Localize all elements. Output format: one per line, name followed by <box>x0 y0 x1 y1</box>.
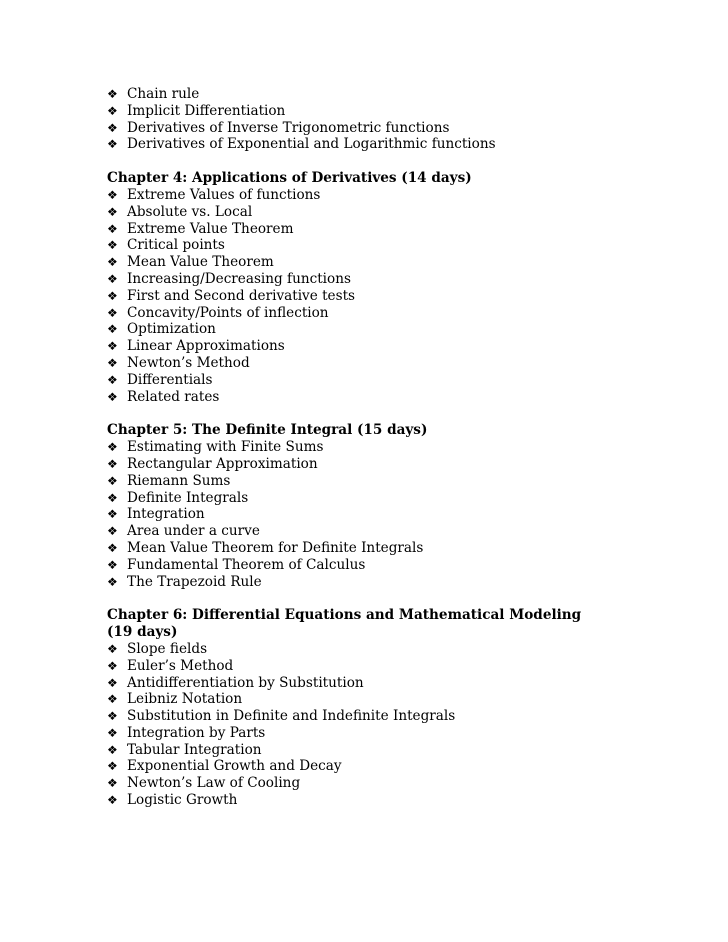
diamond-bullet-icon: ❖ <box>107 87 118 101</box>
diamond-bullet-icon: ❖ <box>107 355 118 370</box>
list-item-text: Integration <box>127 506 205 523</box>
list-item-text: Optimization <box>127 321 216 338</box>
intro-bullet-list <box>107 86 627 153</box>
list-item <box>107 574 627 591</box>
list-item-text: Increasing/Decreasing functions <box>127 270 351 287</box>
diamond-bullet-icon: ❖ <box>107 675 118 690</box>
diamond-bullet-icon: ❖ <box>107 641 118 656</box>
diamond-bullet-icon: ❖ <box>107 742 118 757</box>
list-item-text: Tabular Integration <box>127 741 262 758</box>
list-item <box>107 355 627 372</box>
diamond-bullet-icon: ❖ <box>107 221 118 236</box>
diamond-bullet-icon: ❖ <box>107 490 118 505</box>
list-item <box>107 658 627 675</box>
diamond-bullet-icon: ❖ <box>107 776 118 791</box>
diamond-bullet-icon: ❖ <box>107 255 118 270</box>
list-item-text: Derivatives of Inverse Trigonometric functions <box>127 119 450 136</box>
list-item-text: Riemann Sums <box>127 472 231 489</box>
diamond-bullet-icon: ❖ <box>107 238 118 253</box>
list-item-text: Chain rule <box>127 86 200 102</box>
list-item-text: Exponential Growth and Decay <box>127 758 342 775</box>
list-item <box>107 523 627 540</box>
list-item <box>107 758 627 775</box>
list-item-text: Extreme Values of functions <box>127 186 321 203</box>
chapter-5-section <box>107 422 627 590</box>
diamond-bullet-icon: ❖ <box>107 389 118 404</box>
list-item-text: Critical points <box>127 237 225 254</box>
list-item <box>107 321 627 338</box>
list-item-text: Absolute vs. Local <box>127 203 253 220</box>
chapter-4-section <box>107 170 627 405</box>
list-item-text: Newton’s Method <box>127 354 250 371</box>
diamond-bullet-icon: ❖ <box>107 204 118 219</box>
list-item-text: Implicit Differentiation <box>127 102 286 119</box>
diamond-bullet-icon: ❖ <box>107 440 118 455</box>
chapter-6-bullet-list <box>107 641 627 809</box>
list-item-text: Area under a curve <box>127 523 260 540</box>
list-item-text: Differentials <box>127 371 213 388</box>
diamond-bullet-icon: ❖ <box>107 288 118 303</box>
diamond-bullet-icon: ❖ <box>107 557 118 572</box>
list-item <box>107 338 627 355</box>
list-item <box>107 221 627 238</box>
list-item <box>107 506 627 523</box>
list-item <box>107 372 627 389</box>
list-item-text: Mean Value Theorem <box>127 254 274 271</box>
list-item-text: Logistic Growth <box>127 792 238 809</box>
diamond-bullet-icon: ❖ <box>107 574 118 589</box>
list-item-text: Slope fields <box>127 640 208 657</box>
list-item <box>107 120 627 137</box>
list-item-text: Related rates <box>127 388 220 405</box>
diamond-bullet-icon: ❖ <box>107 137 118 152</box>
list-item-text: Extreme Value Theorem <box>127 220 294 237</box>
diamond-bullet-icon: ❖ <box>107 103 118 118</box>
list-item <box>107 288 627 305</box>
list-item-text: The Trapezoid Rule <box>127 573 262 590</box>
diamond-bullet-icon: ❖ <box>107 507 118 522</box>
diamond-bullet-icon: ❖ <box>107 456 118 471</box>
list-item <box>107 271 627 288</box>
list-item-text: Definite Integrals <box>127 489 249 506</box>
list-item <box>107 792 627 809</box>
diamond-bullet-icon: ❖ <box>107 120 118 135</box>
list-item <box>107 237 627 254</box>
list-item <box>107 742 627 759</box>
list-item <box>107 540 627 557</box>
chapter-5-bullet-list <box>107 439 627 590</box>
diamond-bullet-icon: ❖ <box>107 759 118 774</box>
list-item-text: Leibniz Notation <box>127 691 243 708</box>
diamond-bullet-icon: ❖ <box>107 271 118 286</box>
list-item <box>107 708 627 725</box>
list-item <box>107 456 627 473</box>
list-item-text: Fundamental Theorem of Calculus <box>127 556 366 573</box>
diamond-bullet-icon: ❖ <box>107 658 118 673</box>
list-item <box>107 675 627 692</box>
list-item <box>107 641 627 658</box>
chapter-6-title: Chapter 6: Differential Equations and Mathematical Modeling (19 days) <box>107 607 582 641</box>
list-item <box>107 439 627 456</box>
list-item-text: Antidifferentiation by Substitution <box>127 674 364 691</box>
list-item <box>107 254 627 271</box>
list-item-text: Linear Approximations <box>127 338 285 355</box>
diamond-bullet-icon: ❖ <box>107 725 118 740</box>
diamond-bullet-icon: ❖ <box>107 339 118 354</box>
list-item-text: Euler’s Method <box>127 657 234 674</box>
list-item <box>107 725 627 742</box>
diamond-bullet-icon: ❖ <box>107 524 118 539</box>
list-item <box>107 775 627 792</box>
diamond-bullet-icon: ❖ <box>107 305 118 320</box>
list-item-text: Estimating with Finite Sums <box>127 439 324 456</box>
list-item <box>107 187 627 204</box>
chapter-4-title: Chapter 4: Applications of Derivatives (14 days) <box>107 170 472 187</box>
list-item-text: Integration by Parts <box>127 724 266 741</box>
list-item <box>107 389 627 406</box>
list-item-text: Derivatives of Exponential and Logarithmic functions <box>127 136 496 153</box>
document-page <box>107 86 627 809</box>
diamond-bullet-icon: ❖ <box>107 692 118 707</box>
chapter-4-bullet-list <box>107 187 627 405</box>
chapter-5-title: Chapter 5: The Definite Integral (15 days) <box>107 422 428 439</box>
list-item <box>107 204 627 221</box>
list-item <box>107 490 627 507</box>
diamond-bullet-icon: ❖ <box>107 473 118 488</box>
diamond-bullet-icon: ❖ <box>107 540 118 555</box>
list-item <box>107 103 627 120</box>
list-item-text: Concavity/Points of inflection <box>127 304 329 321</box>
list-item <box>107 136 627 153</box>
list-item-text: Rectangular Approximation <box>127 455 318 472</box>
diamond-bullet-icon: ❖ <box>107 709 118 724</box>
list-item-text: Newton’s Law of Cooling <box>127 775 301 792</box>
list-item-text: First and Second derivative tests <box>127 287 356 304</box>
list-item <box>107 86 627 103</box>
diamond-bullet-icon: ❖ <box>107 187 118 202</box>
list-item-text: Substitution in Definite and Indefinite Integrals <box>127 708 456 725</box>
list-item <box>107 557 627 574</box>
list-item <box>107 691 627 708</box>
list-item <box>107 473 627 490</box>
chapter-6-section <box>107 607 627 809</box>
diamond-bullet-icon: ❖ <box>107 372 118 387</box>
list-item-text: Mean Value Theorem for Definite Integrals <box>127 539 424 556</box>
list-item <box>107 305 627 322</box>
diamond-bullet-icon: ❖ <box>107 322 118 337</box>
diamond-bullet-icon: ❖ <box>107 793 118 808</box>
